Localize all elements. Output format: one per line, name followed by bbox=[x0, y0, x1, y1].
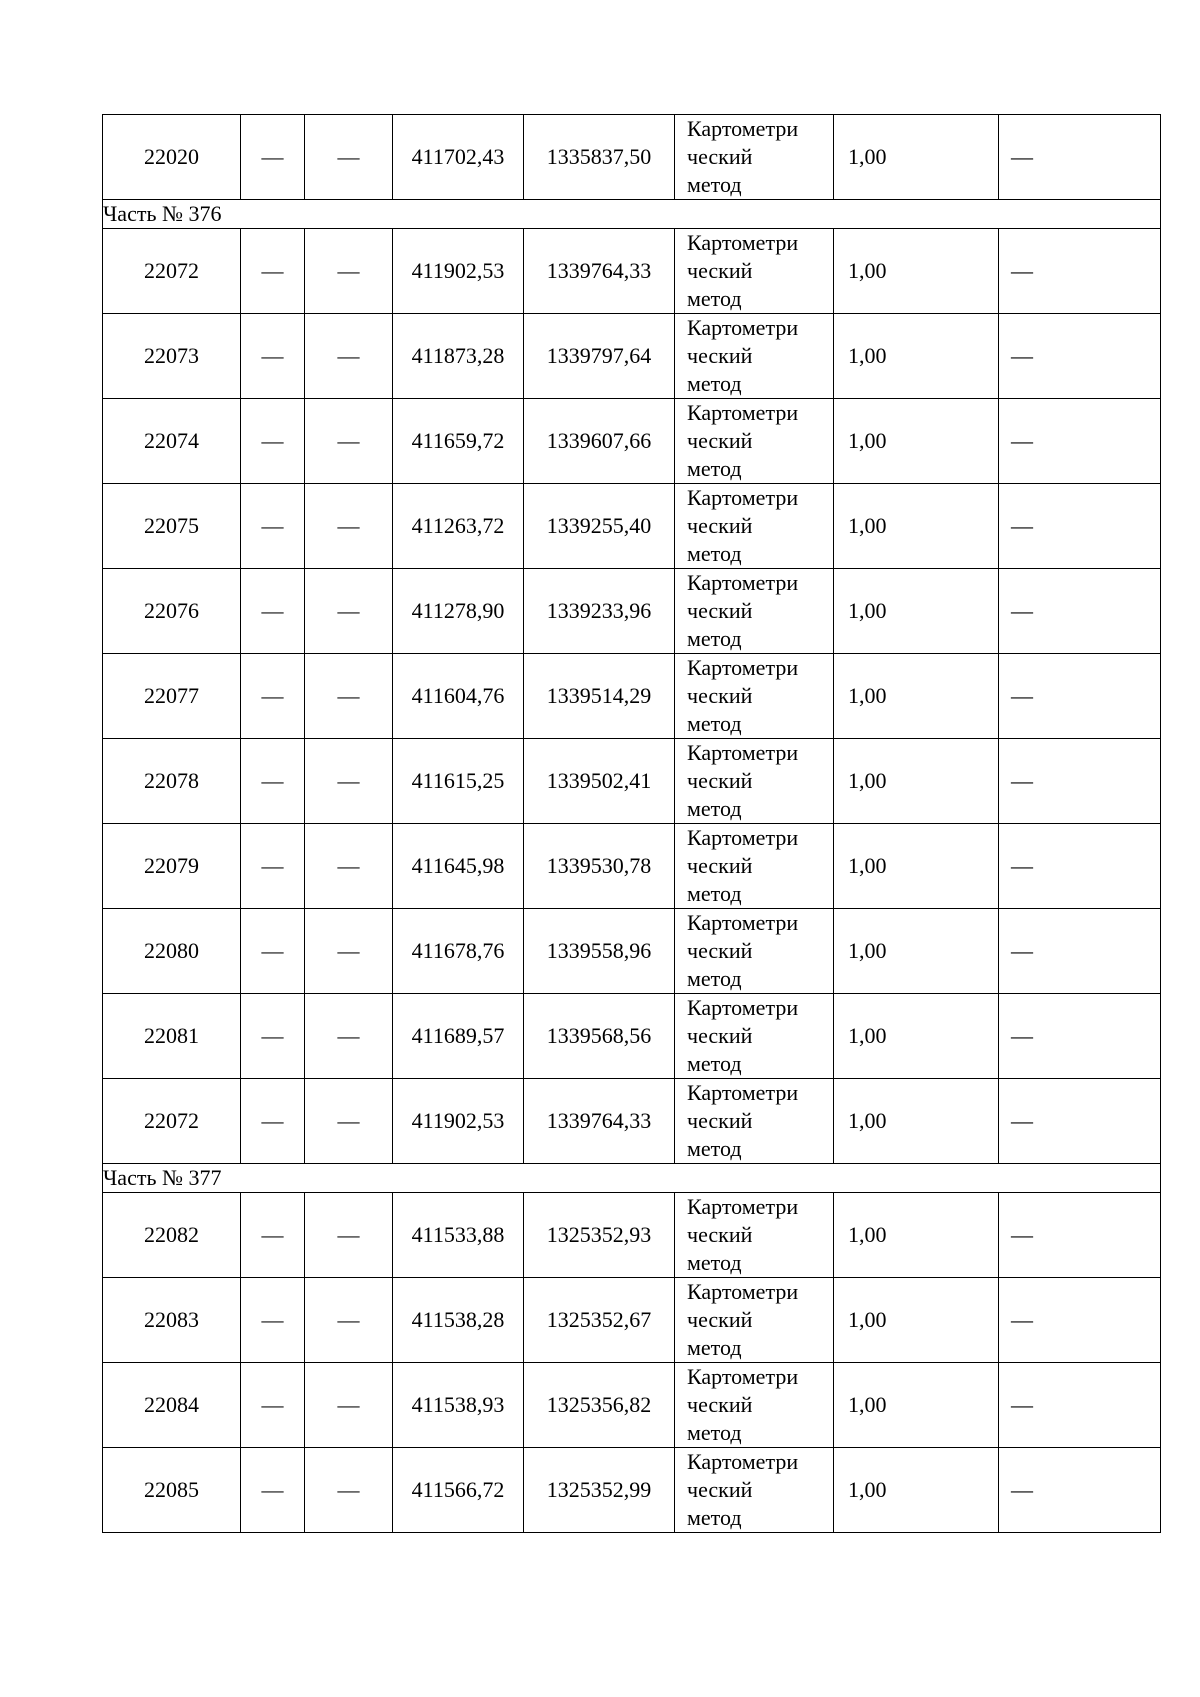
x-coordinate-cell: 411689,57 bbox=[393, 994, 524, 1079]
method-text-line: Картометри bbox=[687, 1194, 799, 1219]
method-cell bbox=[675, 1363, 834, 1448]
method-cell bbox=[675, 1278, 834, 1363]
method-text-line: ческий bbox=[687, 1477, 753, 1502]
accuracy-cell: 1,00 bbox=[834, 399, 999, 484]
method-text-line: Картометри bbox=[687, 1080, 799, 1105]
empty-dash-cell: — bbox=[999, 569, 1161, 654]
method-text-line: ческий bbox=[687, 144, 753, 169]
empty-dash-cell: — bbox=[999, 994, 1161, 1079]
accuracy-cell: 1,00 bbox=[834, 1193, 999, 1278]
method-text-line: метод bbox=[687, 1420, 742, 1445]
x-coordinate-cell: 411659,72 bbox=[393, 399, 524, 484]
point-number-cell: 22075 bbox=[103, 484, 241, 569]
empty-dash-cell: — bbox=[305, 1363, 393, 1448]
method-text-line: Картометри bbox=[687, 570, 799, 595]
section-label: Часть № 377 bbox=[103, 1164, 1161, 1193]
table-row bbox=[103, 1278, 1161, 1363]
method-text-line: метод bbox=[687, 881, 742, 906]
method-cell bbox=[675, 484, 834, 569]
method-text-line: Картометри bbox=[687, 230, 799, 255]
table-row bbox=[103, 739, 1161, 824]
empty-dash-cell: — bbox=[999, 654, 1161, 739]
accuracy-cell: 1,00 bbox=[834, 1363, 999, 1448]
point-number-cell: 22081 bbox=[103, 994, 241, 1079]
y-coordinate-cell: 1339530,78 bbox=[524, 824, 675, 909]
empty-dash-cell: — bbox=[241, 1448, 305, 1533]
empty-dash-cell: — bbox=[241, 824, 305, 909]
table-row bbox=[103, 229, 1161, 314]
point-number-cell: 22077 bbox=[103, 654, 241, 739]
method-text-line: метод bbox=[687, 1335, 742, 1360]
table-row bbox=[103, 569, 1161, 654]
x-coordinate-cell: 411902,53 bbox=[393, 1079, 524, 1164]
table-row bbox=[103, 824, 1161, 909]
table-row bbox=[103, 484, 1161, 569]
method-cell bbox=[675, 909, 834, 994]
point-number-cell: 22080 bbox=[103, 909, 241, 994]
method-text-line: ческий bbox=[687, 428, 753, 453]
empty-dash-cell: — bbox=[305, 909, 393, 994]
empty-dash-cell: — bbox=[999, 824, 1161, 909]
accuracy-cell: 1,00 bbox=[834, 1079, 999, 1164]
method-cell bbox=[675, 115, 834, 200]
empty-dash-cell: — bbox=[305, 1278, 393, 1363]
accuracy-cell: 1,00 bbox=[834, 739, 999, 824]
table-body bbox=[103, 115, 1161, 1533]
y-coordinate-cell: 1339568,56 bbox=[524, 994, 675, 1079]
method-cell bbox=[675, 824, 834, 909]
empty-dash-cell: — bbox=[241, 1363, 305, 1448]
point-number-cell: 22078 bbox=[103, 739, 241, 824]
method-text-line: Картометри bbox=[687, 315, 799, 340]
method-cell bbox=[675, 1193, 834, 1278]
table-row bbox=[103, 1448, 1161, 1533]
x-coordinate-cell: 411263,72 bbox=[393, 484, 524, 569]
method-text-line: метод bbox=[687, 286, 742, 311]
y-coordinate-cell: 1325352,67 bbox=[524, 1278, 675, 1363]
point-number-cell: 22085 bbox=[103, 1448, 241, 1533]
method-text-line: ческий bbox=[687, 343, 753, 368]
accuracy-cell: 1,00 bbox=[834, 569, 999, 654]
method-text-line: Картометри bbox=[687, 655, 799, 680]
empty-dash-cell: — bbox=[305, 994, 393, 1079]
method-text-line: метод bbox=[687, 371, 742, 396]
empty-dash-cell: — bbox=[241, 229, 305, 314]
table-row bbox=[103, 314, 1161, 399]
empty-dash-cell: — bbox=[305, 1079, 393, 1164]
method-cell bbox=[675, 314, 834, 399]
point-number-cell: 22074 bbox=[103, 399, 241, 484]
empty-dash-cell: — bbox=[999, 1278, 1161, 1363]
method-text-line: ческий bbox=[687, 513, 753, 538]
method-text-line: Картометри bbox=[687, 825, 799, 850]
empty-dash-cell: — bbox=[241, 569, 305, 654]
empty-dash-cell: — bbox=[241, 399, 305, 484]
point-number-cell: 22083 bbox=[103, 1278, 241, 1363]
method-text-line: Картометри bbox=[687, 910, 799, 935]
y-coordinate-cell: 1339764,33 bbox=[524, 229, 675, 314]
accuracy-cell: 1,00 bbox=[834, 909, 999, 994]
y-coordinate-cell: 1339255,40 bbox=[524, 484, 675, 569]
method-text-line: Картометри bbox=[687, 400, 799, 425]
point-number-cell: 22079 bbox=[103, 824, 241, 909]
accuracy-cell: 1,00 bbox=[834, 115, 999, 200]
empty-dash-cell: — bbox=[999, 314, 1161, 399]
y-coordinate-cell: 1339233,96 bbox=[524, 569, 675, 654]
method-text-line: Картометри bbox=[687, 1279, 799, 1304]
point-number-cell: 22073 bbox=[103, 314, 241, 399]
y-coordinate-cell: 1339502,41 bbox=[524, 739, 675, 824]
x-coordinate-cell: 411902,53 bbox=[393, 229, 524, 314]
method-text-line: метод bbox=[687, 1051, 742, 1076]
method-cell bbox=[675, 654, 834, 739]
table-row bbox=[103, 399, 1161, 484]
accuracy-cell: 1,00 bbox=[834, 994, 999, 1079]
empty-dash-cell: — bbox=[305, 1448, 393, 1533]
point-number-cell: 22076 bbox=[103, 569, 241, 654]
empty-dash-cell: — bbox=[241, 314, 305, 399]
x-coordinate-cell: 411615,25 bbox=[393, 739, 524, 824]
empty-dash-cell: — bbox=[241, 654, 305, 739]
x-coordinate-cell: 411533,88 bbox=[393, 1193, 524, 1278]
accuracy-cell: 1,00 bbox=[834, 1448, 999, 1533]
method-text-line: Картометри bbox=[687, 116, 799, 141]
empty-dash-cell: — bbox=[241, 115, 305, 200]
method-cell bbox=[675, 1079, 834, 1164]
coordinates-table bbox=[102, 114, 1161, 1533]
empty-dash-cell: — bbox=[241, 484, 305, 569]
y-coordinate-cell: 1325352,99 bbox=[524, 1448, 675, 1533]
method-text-line: метод bbox=[687, 1136, 742, 1161]
x-coordinate-cell: 411538,28 bbox=[393, 1278, 524, 1363]
point-number-cell: 22072 bbox=[103, 1079, 241, 1164]
method-text-line: Картометри bbox=[687, 1364, 799, 1389]
accuracy-cell: 1,00 bbox=[834, 314, 999, 399]
y-coordinate-cell: 1325352,93 bbox=[524, 1193, 675, 1278]
method-text-line: метод bbox=[687, 1505, 742, 1530]
x-coordinate-cell: 411278,90 bbox=[393, 569, 524, 654]
empty-dash-cell: — bbox=[305, 569, 393, 654]
table-row bbox=[103, 115, 1161, 200]
method-text-line: ческий bbox=[687, 1392, 753, 1417]
table-row bbox=[103, 1193, 1161, 1278]
table-row bbox=[103, 654, 1161, 739]
empty-dash-cell: — bbox=[999, 399, 1161, 484]
empty-dash-cell: — bbox=[241, 1193, 305, 1278]
method-cell bbox=[675, 569, 834, 654]
y-coordinate-cell: 1339558,96 bbox=[524, 909, 675, 994]
x-coordinate-cell: 411873,28 bbox=[393, 314, 524, 399]
method-text-line: Картометри bbox=[687, 485, 799, 510]
method-cell bbox=[675, 994, 834, 1079]
y-coordinate-cell: 1325356,82 bbox=[524, 1363, 675, 1448]
x-coordinate-cell: 411645,98 bbox=[393, 824, 524, 909]
empty-dash-cell: — bbox=[241, 909, 305, 994]
empty-dash-cell: — bbox=[305, 739, 393, 824]
accuracy-cell: 1,00 bbox=[834, 1278, 999, 1363]
empty-dash-cell: — bbox=[999, 739, 1161, 824]
method-text-line: ческий bbox=[687, 1222, 753, 1247]
section-label: Часть № 376 bbox=[103, 200, 1161, 229]
x-coordinate-cell: 411604,76 bbox=[393, 654, 524, 739]
method-text-line: метод bbox=[687, 541, 742, 566]
method-text-line: ческий bbox=[687, 853, 753, 878]
method-text-line: ческий bbox=[687, 683, 753, 708]
empty-dash-cell: — bbox=[999, 909, 1161, 994]
empty-dash-cell: — bbox=[999, 1079, 1161, 1164]
method-cell bbox=[675, 739, 834, 824]
y-coordinate-cell: 1339797,64 bbox=[524, 314, 675, 399]
method-text-line: Картометри bbox=[687, 995, 799, 1020]
x-coordinate-cell: 411538,93 bbox=[393, 1363, 524, 1448]
y-coordinate-cell: 1339514,29 bbox=[524, 654, 675, 739]
point-number-cell: 22072 bbox=[103, 229, 241, 314]
empty-dash-cell: — bbox=[305, 484, 393, 569]
empty-dash-cell: — bbox=[999, 1363, 1161, 1448]
y-coordinate-cell: 1339607,66 bbox=[524, 399, 675, 484]
method-text-line: ческий bbox=[687, 1108, 753, 1133]
y-coordinate-cell: 1335837,50 bbox=[524, 115, 675, 200]
accuracy-cell: 1,00 bbox=[834, 654, 999, 739]
method-text-line: ческий bbox=[687, 1307, 753, 1332]
table-row bbox=[103, 1079, 1161, 1164]
empty-dash-cell: — bbox=[305, 115, 393, 200]
empty-dash-cell: — bbox=[999, 1448, 1161, 1533]
method-text-line: метод bbox=[687, 172, 742, 197]
method-cell bbox=[675, 1448, 834, 1533]
table-row bbox=[103, 909, 1161, 994]
method-text-line: ческий bbox=[687, 938, 753, 963]
table-row bbox=[103, 1363, 1161, 1448]
accuracy-cell: 1,00 bbox=[834, 824, 999, 909]
empty-dash-cell: — bbox=[305, 399, 393, 484]
empty-dash-cell: — bbox=[999, 115, 1161, 200]
empty-dash-cell: — bbox=[241, 1079, 305, 1164]
empty-dash-cell: — bbox=[305, 229, 393, 314]
empty-dash-cell: — bbox=[305, 654, 393, 739]
accuracy-cell: 1,00 bbox=[834, 229, 999, 314]
method-text-line: метод bbox=[687, 796, 742, 821]
empty-dash-cell: — bbox=[999, 484, 1161, 569]
method-text-line: ческий bbox=[687, 258, 753, 283]
method-text-line: Картометри bbox=[687, 1449, 799, 1474]
y-coordinate-cell: 1339764,33 bbox=[524, 1079, 675, 1164]
section-header-row bbox=[103, 200, 1161, 229]
empty-dash-cell: — bbox=[305, 1193, 393, 1278]
accuracy-cell: 1,00 bbox=[834, 484, 999, 569]
method-text-line: метод bbox=[687, 711, 742, 736]
method-text-line: ческий bbox=[687, 768, 753, 793]
point-number-cell: 22020 bbox=[103, 115, 241, 200]
method-cell bbox=[675, 399, 834, 484]
point-number-cell: 22082 bbox=[103, 1193, 241, 1278]
method-text-line: метод bbox=[687, 456, 742, 481]
x-coordinate-cell: 411702,43 bbox=[393, 115, 524, 200]
section-header-row bbox=[103, 1164, 1161, 1193]
x-coordinate-cell: 411678,76 bbox=[393, 909, 524, 994]
method-text-line: метод bbox=[687, 966, 742, 991]
method-text-line: ческий bbox=[687, 1023, 753, 1048]
table-row bbox=[103, 994, 1161, 1079]
empty-dash-cell: — bbox=[305, 824, 393, 909]
method-text-line: ческий bbox=[687, 598, 753, 623]
empty-dash-cell: — bbox=[241, 994, 305, 1079]
method-cell bbox=[675, 229, 834, 314]
method-text-line: метод bbox=[687, 1250, 742, 1275]
empty-dash-cell: — bbox=[999, 1193, 1161, 1278]
empty-dash-cell: — bbox=[241, 1278, 305, 1363]
method-text-line: Картометри bbox=[687, 740, 799, 765]
empty-dash-cell: — bbox=[241, 739, 305, 824]
empty-dash-cell: — bbox=[305, 314, 393, 399]
point-number-cell: 22084 bbox=[103, 1363, 241, 1448]
x-coordinate-cell: 411566,72 bbox=[393, 1448, 524, 1533]
method-text-line: метод bbox=[687, 626, 742, 651]
empty-dash-cell: — bbox=[999, 229, 1161, 314]
